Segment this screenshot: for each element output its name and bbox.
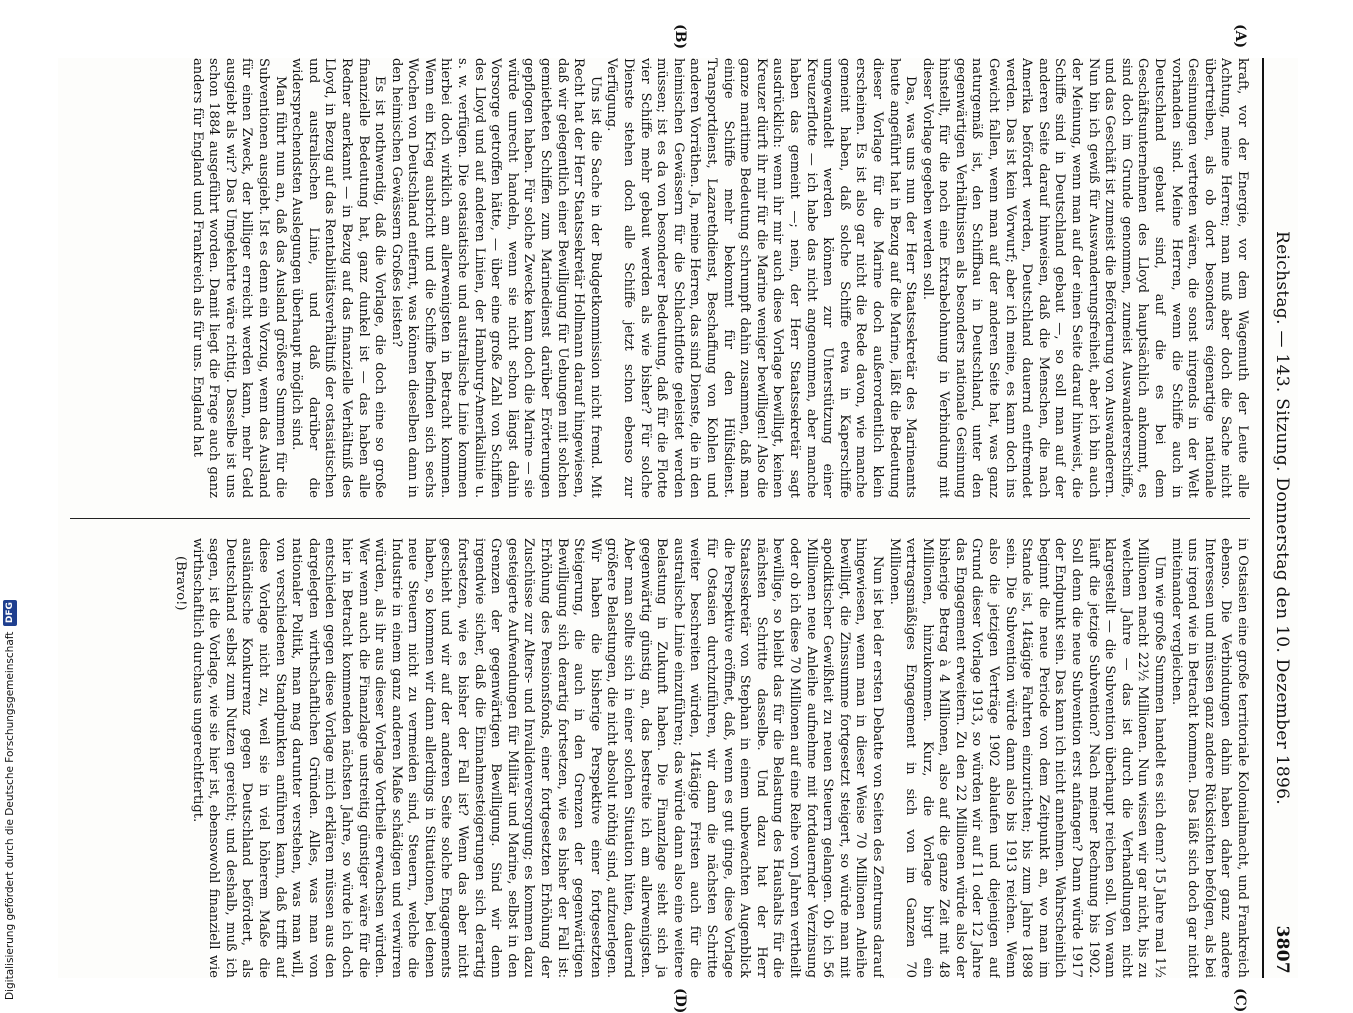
paragraph: in Ostasien eine große territoriale Kolonialmacht, und Frankreich ebenso. Die Verbindungen dahin haben daher ganz andere Interessen und müssen ganz andere Rücksichten befolgen, als bei uns irgend wie in Betracht kommen. Das läßt sich doch gar nicht miteinander vergleichen. [1168, 538, 1250, 978]
column-divider [70, 518, 1250, 519]
margin-mark-d: (D) [672, 988, 688, 1013]
margin-mark-b: (B) [672, 24, 688, 50]
paragraph: Um wie große Summen handelt es sich denn? 15 Jahre mal 1½ Millionen macht 22½ Millionen. Nun wissen wir gar nicht, bis zu welchem Jahre — das ist durch die Verhandlungen nicht klargestellt — die Subvention überhaupt reichen soll. Von wann läuft die jetzige Subvention? Nach meiner Rechnung bis 1902. Soll denn die neue Subvention erst anfangen? Dann würde 1917 der Endpunkt sein. Das kann ich nicht annehmen. Wahrscheinlich beginnt die neue Periode von dem Zeitpunkt an, wo man im Stande ist, 14tägige Fahrten einzurichten; bis zum Jahre 1898 sein. Die Subvention würde dann also bis 1913 reichen. Wenn also die jetzigen Verträge 1902 ablaufen und diejenigen auf Grund dieser Vorlage 1913, so würden wir auf 11 oder 12 Jahre das Engagement erweitern. Zu den 22 Millionen würde also der bisherige Betrag à 4 Millionen, also auf die ganze Zeit mit 48 Millionen, hinzukommen. Kurz, die Vorlage birgt ein vertragsmäßiges Engagement in sich von im Ganzen 70 Millionen. [886, 538, 1168, 978]
paragraph: Es ist nothwendig, daß die Vorlage, die doch eine so große finanzielle Bedeutung hat, ganz dunkel ist — das haben alle Redner anerkannt — in Bezug auf das finanzielle Verhältniß des Lloyd, in Bezug auf das Rentabilitätsverhältniß der ostasiatischen und australischen Linie, und daß darüber die widersprechendsten Auslegungen überhaupt möglich sind. [289, 58, 388, 498]
paragraph: Uns ist die Sache in der Budgetkommission nicht fremd. Mit Recht hat der Herr Staatssekretär Hollmann darauf hingewiesen, daß wir gelegentlich einer Bewilligung für Uebungen mit solchen gemietheten Schiffen zum Marinedienst darüber Erörterungen gepflogen haben. Für solche Zwecke kann doch die Marine — sie würde unrecht handeln, wenn sie nicht schon längst dahin Vorsorge getroffen hätte, — über eine große Zahl von Schiffen des Lloyd und auf anderen Linien, der Hamburg-Amerikalinie u. s. w. verfügen. Die ostasiatische und australische Linie kommen hierbei doch wirklich am allerwenigsten in Betracht kommen. Wenn ein Krieg ausbricht und die Schiffe befinden sich sechs Wochen von Deutschland entfernt, was können dieselben dann in den heimischen Gewässern Großes leisten? [388, 58, 603, 498]
page-number: 3807 [1272, 925, 1292, 974]
credit-text: Digitalisierung gefördert durch die Deutsche Forschungsgemeinschaft [4, 631, 16, 1000]
left-column [70, 58, 1250, 498]
dfg-logo: DFG [3, 600, 17, 626]
margin-mark-a: (A) [1232, 24, 1248, 49]
paragraph: Nun ist bei der ersten Debatte von Seiten des Zentrums darauf hingewiesen, wenn man in dieser Weise 70 Millionen Anleihe bewilligt, die Zinssumme fortgesetzt steigert, so würde man mit apodiktischer Gewißheit zu neuen Steuern gelangen. Ob ich 56 Millionen neue Anleihe aufnehme mit fortdauernder Verzinsung oder ob ich diese 70 Millionen auf eine Reihe von Jahren vertheilt bewillige, so bleibt das für die Belastung des Haushalts für die nächsten Schritte dasselbe. Und dazu hat der Herr Staatssekretär von Stephan in einem unbewachten Augenblick die Perspektive eröffnet, daß, wenn es gut ginge, diese Vorlage für Ostasien durchzuführen, wir dann die nächsten Schritte weiter beschreiten würden, 14tägige Fristen auch für die australische Linie einzuführen; das würde dann also eine weitere Belastung in Zukunft haben. Die Finanzlage sieht sich ja gegenwärtig günstig an, das bestreite ich am allerwenigsten. Aber man sollte sich in einer solchen Situation hüten, dauernd größere Belastungen, die nicht absolut nöthig sind, aufzuerlegen. Wir haben die bisherige Perspektive einer fortgesetzten Steigerung, die auch in den Grenzen der gegenwärtigen Bewilligung sich derartig fortsetzen, wie es bisher der Fall ist: Erhöhung des Pensionsfonds, einer fortgesetzten Erhöhung der Zuschüsse zur Alters- und Invalidenversorgung; es kommen dazu gesteigerte Aufwendungen für Militär und Marine, selbst in den Grenzen der gegenwärtigen Bewilligung. Sind wir denn irgendwie sicher, daß die Einnahmesteigerungen sich derartig fortsetzen, wie es bisher der Fall ist? Wenn das aber nicht geschieht und wir auf der anderen Seite solche Engagements haben, so kommen wir dann allerdings in Situationen, bei denen neue Steuern nicht zu vermeiden sind, Steuern, welche die Industrie in einem ganz anderen Maße schädigen und verwirren würden, als ihr aus dieser Vorlage Vortheile erwachsen würden. Wer wenn auch die Finanzlage unstreitig günstiger wäre für die hier in Betracht kommenden nächsten Jahre, so würde ich doch entschieden gegen diese Vorlage mich erklären müssen aus den dargelegten wirthschaftlichen Gründen. Alles, was man von nationaler Politik, man mag darunter verstehen, was man will, von verschiedenen Standpunkten anführen kann, daß trifft auf diese Vorlage nicht zu, weil sie in viel höherem Maße die ausländische Konkurrenz gegen Deutschland befördert, als Deutschland selbst zum Nutzen gereicht; und deshalb, muß ich sagen, ist die Vorlage, wie sie hier ist, ebensowohl finanziell wie wirthschaftlich durchaus ungerechtfertigt. [189, 538, 885, 978]
margin-mark-c: (C) [1232, 988, 1248, 1013]
paragraph: Man führt nun an, daß das Ausland größere Summen für die Subventionen ausgiebt. Ist es denn ein Vorzug, wenn das Ausland für einen Zweck, der billiger erreicht werden kann, mehr Geld ausgiebt als wir? Das Umgekehrte wäre richtig. Dasselbe ist uns schon 1884 ausgeführt worden. Damit liegt die Frage auch ganz anders für England und Frankreich als für uns. England hat [189, 58, 288, 498]
paragraph: (Bravo!) [173, 556, 188, 611]
paragraph: Das, was uns nun der Herr Staatssekretär des Marineamts heute angeführt hat in Bezug auf die Marine, läßt die Bedeutung dieser Vorlage für die Marine doch außerordentlich klein erscheinen. Es ist also gar nicht die Rede davon, wie manche gemeint haben, daß solche Schiffe etwa in Kaperschiffe umgewandelt werden können zur Unterstützung einer Kreuzerflotte — ich habe das nicht angenommen, aber manche haben das gemeint —; nein, der Herr Staatssekretär sagt ausdrücklich: wenn ihr mir auch diese Vorlage bewilligt, keinen Kreuzer dürft ihr mir für die Marine weniger bewilligen! Also die ganze maritime Bedeutung schrumpft dahin zusammen, daß man einige Schiffe mehr bekommt für den Hülfsdienst. Transportdienst, Lazarethdienst, Beschaffung von Kohlen und anderen Vorräthen. Ja, meine Herren, das sind Dienste, die in den heimischen Gewässern für die Schlachtflotte geleistet werden müssen; ist es da von besonderer Bedeutung, daß für die Flotte vier Schiffe mehr gebaut werden als wie bisher? Für solche Dienste stehen doch alle Schiffe jetzt schon ebenso zur Verfügung. [604, 58, 919, 498]
right-column [70, 538, 1250, 978]
paragraph: kraft, vor der Energie, vor dem Wagemuth der Leute alle Achtung, meine Herren; man muß aber doch die Sache nicht übertreiben, als ob dort besonders eigenartige nationale Gesinnungen vertreten wären, die sonst nirgends in der Welt vorhanden sind. Meine Herren, wenn die Schiffe auch in Deutschland gebaut sind, auf die es bei dem Geschäftsunternehmen des Lloyd hauptsächlich ankommt, es sind doch im Grunde genommen, zumeist Auswandererschiffe, und das Geschäft ist zumeist die Beförderung von Auswanderern. Nun bin ich gewiß für Auswanderungsfreiheit, aber ich bin auch der Meinung, wenn man auf der einen Seite darauf hinweist, die Schiffe sind in Deutschland gebaut —, so soll man auf der anderen Seite darauf hinweisen, daß die Menschen, die nach Amerika befördert werden, Deutschland dauernd entfremdet werden. Das ist kein Vorwurf; aber ich meine, es kann doch ins Gewicht fallen, wenn man auf der anderen Seite hat, was ganz naturgemäß ist, den Schiffbau in Deutschland, unter den gegenwärtigen Verhältnissen als besonders nationale Gesinnung hinstellt, für die noch eine Extrabelohnung in Verbindung mit dieser Vorlage gegeben werden soll. [919, 58, 1250, 498]
running-title: Reichstag. — 143. Sitzung. Donnerstag den 10. Dezember 1896. [1272, 231, 1292, 805]
digitization-credit [2, 0, 18, 1000]
newspaper-page [58, 24, 1298, 1013]
page-header [1262, 58, 1298, 978]
